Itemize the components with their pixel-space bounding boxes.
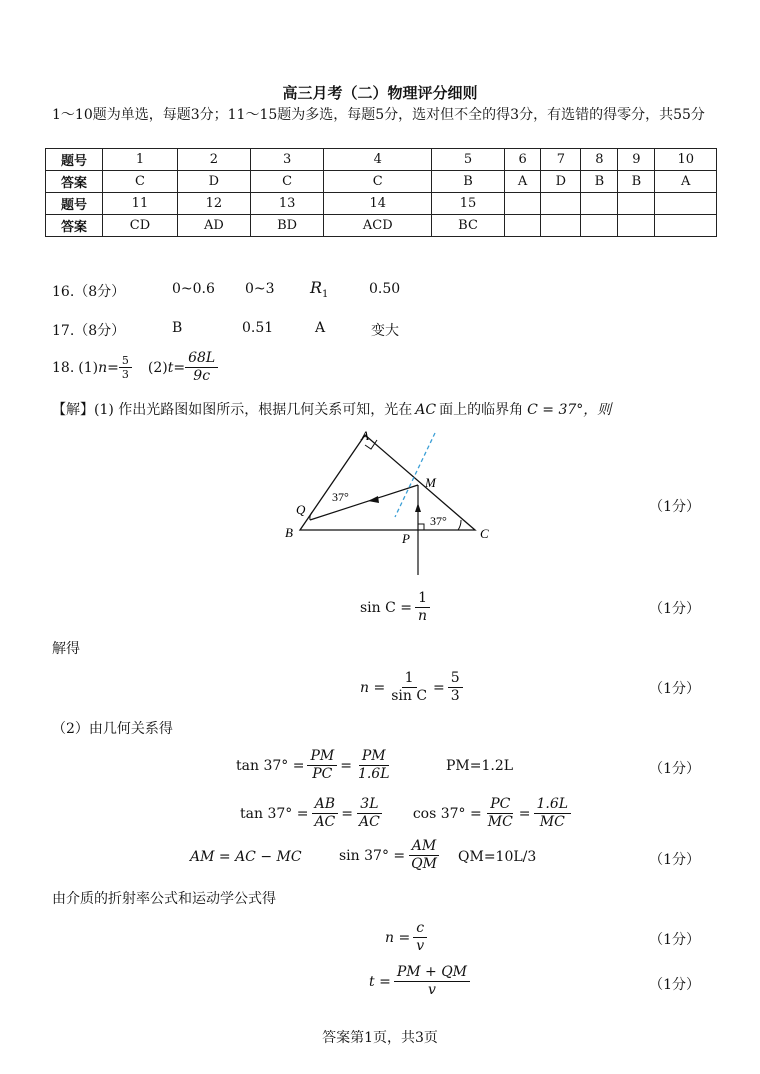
eq-fraction <box>448 670 463 705</box>
q17-answer-3: A <box>315 320 326 336</box>
right-angle-mark-p <box>418 524 424 530</box>
q16-r-subscript: 1 <box>322 288 329 300</box>
eq-fraction <box>355 748 393 783</box>
fraction-den: MC <box>487 814 513 830</box>
fraction-den: AC <box>359 814 380 830</box>
fraction-den: QM <box>411 856 437 872</box>
table-cell: ACD <box>324 215 432 237</box>
eq-fraction <box>307 748 337 783</box>
q18-eq: = <box>107 359 119 376</box>
qm-result: QM=10L/3 <box>458 849 537 865</box>
label-a: A <box>361 428 369 443</box>
table-cell: 6 <box>504 149 540 171</box>
eq-mid: = <box>341 805 353 822</box>
fraction-den: 3 <box>450 688 460 704</box>
table-cell <box>504 215 540 237</box>
table-cell: 7 <box>541 149 581 171</box>
ray-arrow-up <box>415 503 421 512</box>
equation-tan-2 <box>240 796 571 831</box>
fraction-num: PM <box>359 748 389 766</box>
table-cell <box>581 215 618 237</box>
light-path-diagram <box>270 425 510 580</box>
table-cell: AD <box>177 215 250 237</box>
fraction-num: PM + QM <box>394 964 470 982</box>
row-header: 答案 <box>46 171 103 193</box>
table-cell <box>655 193 717 215</box>
table-cell <box>655 215 717 237</box>
table-cell: 10 <box>655 149 717 171</box>
equation-sin-37 <box>339 838 440 873</box>
fraction-num: PC <box>487 796 513 814</box>
point-label: （1分） <box>649 932 700 948</box>
q16-label: 16.（8分） <box>52 284 126 300</box>
label-b: B <box>285 525 293 540</box>
solution-angle: C = 37°，则 <box>527 402 612 418</box>
fraction-num: 1.6L <box>534 796 572 814</box>
q16-r-symbol: R <box>310 278 323 297</box>
q17-answer-2: 0.51 <box>242 320 274 336</box>
table-cell: 12 <box>177 193 250 215</box>
angle-label-c: 37° <box>430 514 447 528</box>
eq-fraction <box>408 838 440 873</box>
table-cell: 4 <box>324 149 432 171</box>
table-cell: B <box>618 171 655 193</box>
q18-eq: = <box>173 359 186 376</box>
fraction-num: 5 <box>119 354 132 368</box>
label-c: C <box>480 526 489 541</box>
q16-answer-3 <box>310 278 328 300</box>
eq-fraction <box>415 590 430 625</box>
eq-lhs: tan 37° = <box>240 805 309 822</box>
page-footer: 答案第1页，共3页 <box>322 1030 438 1046</box>
ray-arrow-left <box>368 496 379 503</box>
eq-fraction <box>394 964 470 999</box>
table-cell <box>541 193 581 215</box>
fraction-num: c <box>413 920 427 938</box>
fraction-num: PM <box>307 748 337 766</box>
part2-text: （2）由几何关系得 <box>52 721 173 737</box>
eq-lhs: sin 37° = <box>339 847 406 864</box>
table-cell: 11 <box>103 193 178 215</box>
row-header: 题号 <box>46 193 103 215</box>
table-cell: C <box>103 171 178 193</box>
fraction-num: AM <box>409 838 439 856</box>
eq-lhs-cos: cos 37° = <box>412 805 482 822</box>
fraction-den: 9c <box>193 368 211 384</box>
q18-t-fraction <box>185 350 218 385</box>
media-text: 由介质的折射率公式和运动学公式得 <box>52 891 276 907</box>
q17-answer-4: 变大 <box>371 323 399 339</box>
label-q: Q <box>296 502 306 517</box>
q18-answer-line <box>52 350 218 385</box>
table-cell <box>504 193 540 215</box>
fraction-den: PC <box>312 766 333 782</box>
fraction-den: 1.6L <box>357 766 390 782</box>
table-cell: C <box>250 171 324 193</box>
q16-answer-2: 0~3 <box>245 281 275 297</box>
equation-t <box>369 964 470 999</box>
row-header: 题号 <box>46 149 103 171</box>
fraction-num: 3L <box>357 796 381 814</box>
eq-mid: = <box>433 679 445 696</box>
prism-triangle <box>300 435 475 530</box>
eq-fraction <box>485 796 516 831</box>
table-cell <box>581 193 618 215</box>
eq-mid: = <box>518 805 531 822</box>
equation-tan-1 <box>236 748 393 783</box>
q16-answer-1: 0~0.6 <box>172 281 215 297</box>
point-label: （1分） <box>649 852 700 868</box>
label-p: P <box>402 531 410 546</box>
table-cell <box>541 215 581 237</box>
table-cell: BD <box>250 215 324 237</box>
table-cell: 9 <box>618 149 655 171</box>
eq-lhs: tan 37° = <box>236 757 305 774</box>
table-cell: BC <box>432 215 505 237</box>
table-cell: D <box>177 171 250 193</box>
eq-lhs: t = <box>369 973 391 990</box>
table-cell: B <box>581 171 618 193</box>
table-cell <box>618 215 655 237</box>
eq-fraction <box>534 796 572 831</box>
solution-ac: AC <box>415 402 437 418</box>
point-label: （1分） <box>649 499 700 515</box>
fraction-num: AB <box>312 796 338 814</box>
q17-label: 17.（8分） <box>52 323 126 339</box>
table-row <box>46 171 717 193</box>
pm-result: PM=1.2L <box>446 758 514 774</box>
fraction-num: 1 <box>402 670 417 688</box>
row-header: 答案 <box>46 215 103 237</box>
solution-text: 【解】(1) 作出光路图如图所示，根据几何关系可知，光在 <box>52 402 413 418</box>
fraction-den: v <box>427 982 436 998</box>
table-cell: A <box>504 171 540 193</box>
q16-answer-4: 0.50 <box>369 281 401 297</box>
q18-part2: (2) <box>147 359 168 376</box>
point-label: （1分） <box>649 601 700 617</box>
solution-text-mid: 面上的临界角 <box>439 402 524 418</box>
eq-mid: = <box>340 757 352 774</box>
label-m: M <box>425 475 436 490</box>
table-cell: 1 <box>103 149 178 171</box>
intro-text: 1～10题为单选，每题3分；11～15题为多选，每题5分，选对但不全的得3分，有选错的得零分，共55分 <box>52 107 705 123</box>
fraction-num: 5 <box>448 670 463 688</box>
angle-arc-c <box>458 520 461 530</box>
fraction-num: 1 <box>415 590 430 608</box>
eq-lhs: n = <box>360 679 386 696</box>
fraction-den: MC <box>539 814 565 830</box>
table-cell: CD <box>103 215 178 237</box>
answer-table <box>45 148 717 237</box>
eq-fraction <box>311 796 338 831</box>
angle-label-q: 37° <box>332 490 349 504</box>
table-cell: C <box>324 171 432 193</box>
jiede-text: 解得 <box>52 641 80 657</box>
table-cell: 5 <box>432 149 505 171</box>
fraction-den: v <box>416 938 425 954</box>
table-cell: A <box>655 171 717 193</box>
q18-t: t <box>167 359 174 376</box>
eq-fraction <box>356 796 383 831</box>
table-cell: 13 <box>250 193 324 215</box>
page-title: 高三月考（二）物理评分细则 <box>282 84 478 102</box>
fraction-den: 3 <box>121 368 129 381</box>
point-label: （1分） <box>649 681 700 697</box>
eq-lhs: sin C = <box>360 599 413 616</box>
solution-intro <box>52 399 611 419</box>
table-cell: 15 <box>432 193 505 215</box>
fraction-num: 68L <box>185 350 218 368</box>
table-cell: 14 <box>324 193 432 215</box>
angle-arc-q <box>310 512 312 520</box>
fraction-den: AC <box>314 814 336 830</box>
equation-n <box>360 670 463 705</box>
q17-answer-1: B <box>172 320 183 336</box>
table-row <box>46 149 717 171</box>
table-row <box>46 193 717 215</box>
eq-lhs: n = <box>385 929 411 946</box>
table-cell: 2 <box>177 149 250 171</box>
q18-n: n <box>98 359 108 376</box>
eq-fraction <box>413 920 427 955</box>
q18-label: 18. <box>52 359 75 376</box>
q18-part1: (1) <box>78 359 99 376</box>
table-cell: 3 <box>250 149 324 171</box>
table-cell: D <box>541 171 581 193</box>
table-cell: 8 <box>581 149 618 171</box>
equation-am: AM = AC − MC <box>190 849 302 865</box>
equation-n-cv <box>385 920 427 955</box>
equation-sin-c <box>360 590 430 625</box>
table-cell <box>618 193 655 215</box>
q18-n-fraction <box>119 354 132 381</box>
fraction-den: n <box>418 608 428 624</box>
fraction-den: sin C <box>391 688 428 704</box>
point-label: （1分） <box>649 761 700 777</box>
eq-fraction <box>388 670 430 705</box>
point-label: （1分） <box>649 977 700 993</box>
table-cell: B <box>432 171 505 193</box>
table-row <box>46 215 717 237</box>
